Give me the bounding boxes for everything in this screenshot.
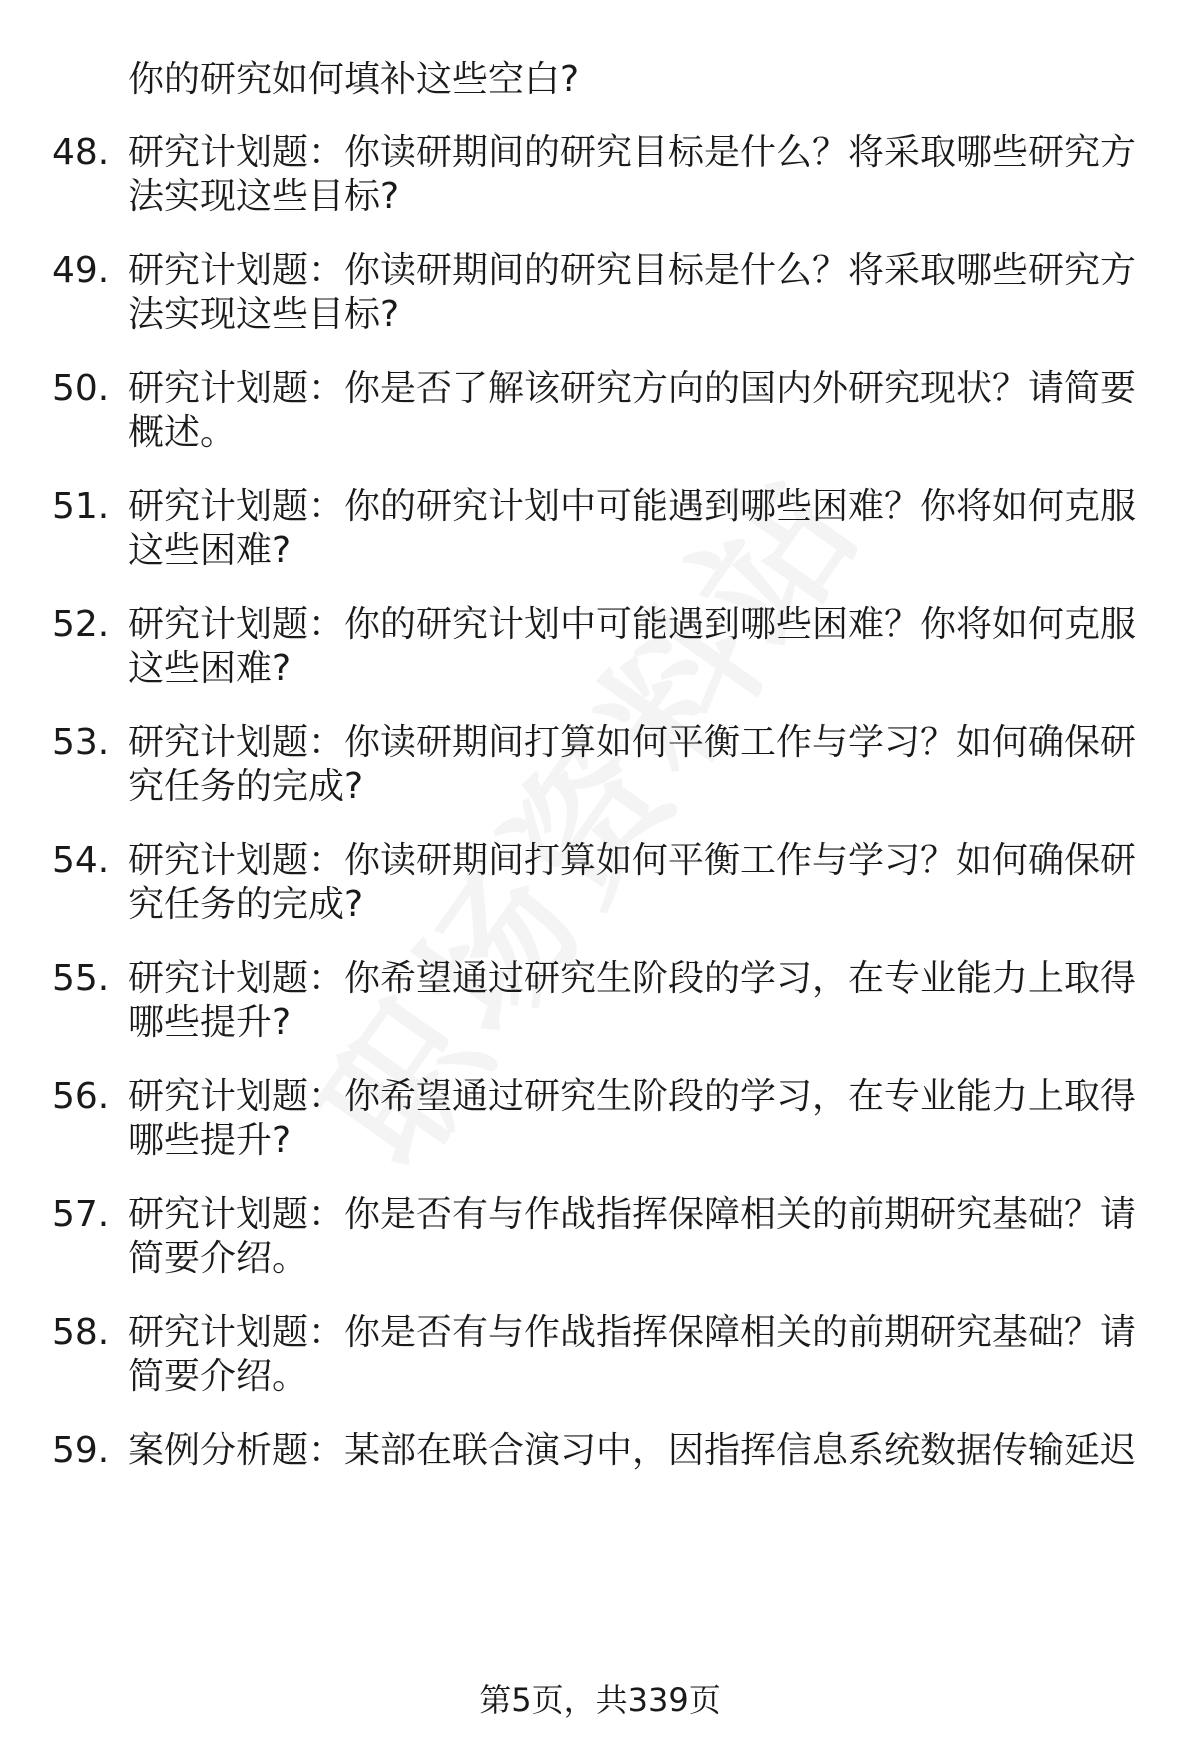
- item-text: 研究计划题：你希望通过研究生阶段的学习，在专业能力上取得: [128, 958, 1137, 999]
- item-text: 简要介绍。: [128, 1238, 309, 1279]
- continuation-line: 你的研究如何填补这些空白?: [128, 59, 580, 100]
- item-text: 案例分析题：某部在联合演习中，因指挥信息系统数据传输延迟: [128, 1430, 1137, 1471]
- item-text: 法实现这些目标?: [128, 176, 400, 217]
- item-text: 研究计划题：你希望通过研究生阶段的学习，在专业能力上取得: [128, 1076, 1137, 1117]
- item-number: 52.: [52, 604, 110, 645]
- item-number: 48.: [52, 132, 110, 173]
- item-text: 哪些提升?: [128, 1120, 292, 1161]
- item-number: 50.: [52, 368, 110, 409]
- item-text: 这些困难?: [128, 648, 292, 689]
- item-number: 49.: [52, 250, 110, 291]
- item-text: 简要介绍。: [128, 1356, 309, 1397]
- item-text: 究任务的完成?: [128, 766, 364, 807]
- item-text: 研究计划题：你是否有与作战指挥保障相关的前期研究基础？请: [128, 1312, 1137, 1353]
- item-text: 研究计划题：你读研期间打算如何平衡工作与学习？如何确保研: [128, 840, 1137, 881]
- item-text: 研究计划题：你的研究计划中可能遇到哪些困难？你将如何克服: [128, 604, 1137, 645]
- item-text: 这些困难?: [128, 530, 292, 571]
- item-text: 哪些提升?: [128, 1002, 292, 1043]
- item-number: 55.: [52, 958, 110, 999]
- item-number: 53.: [52, 722, 110, 763]
- item-number: 59.: [52, 1430, 110, 1471]
- item-text: 研究计划题：你读研期间的研究目标是什么？将采取哪些研究方: [128, 132, 1137, 173]
- item-text: 研究计划题：你是否了解该研究方向的国内外研究现状？请简要: [128, 368, 1137, 409]
- item-number: 54.: [52, 840, 110, 881]
- item-text: 究任务的完成?: [128, 884, 364, 925]
- item-text: 研究计划题：你读研期间的研究目标是什么？将采取哪些研究方: [128, 250, 1137, 291]
- item-text: 研究计划题：你读研期间打算如何平衡工作与学习？如何确保研: [128, 722, 1137, 763]
- item-text: 法实现这些目标?: [128, 294, 400, 335]
- page-footer: 第5页，共339页: [479, 1681, 721, 1719]
- item-text: 研究计划题：你的研究计划中可能遇到哪些困难？你将如何克服: [128, 486, 1137, 527]
- item-number: 51.: [52, 486, 110, 527]
- item-text: 概述。: [128, 412, 237, 453]
- item-number: 57.: [52, 1194, 110, 1235]
- item-number: 58.: [52, 1312, 110, 1353]
- item-text: 研究计划题：你是否有与作战指挥保障相关的前期研究基础？请: [128, 1194, 1137, 1235]
- item-number: 56.: [52, 1076, 110, 1117]
